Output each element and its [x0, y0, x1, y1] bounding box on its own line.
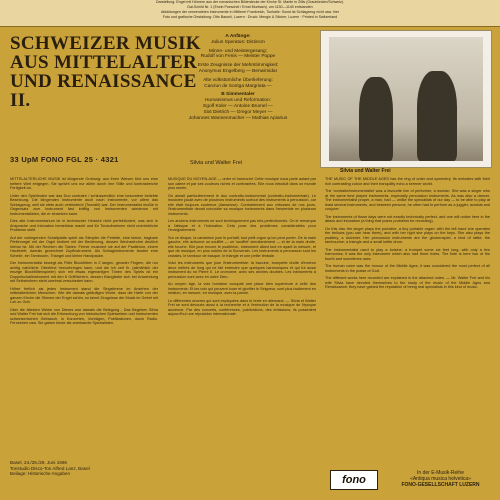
- credits-line: Foto und grafische Gestaltung: Otto Baumli, Luzern · Druck: Mengis & Sticher, Luzern · Printed in Switzerland: [162, 15, 338, 19]
- imprint-line: Basel, 24./25./29. Juni 1966: [10, 460, 67, 465]
- notes-paragraph: Über die ältesten Werke von Dieses war damals die Belegung - Das Begehen Silvia und Walter Frei hat sich die Erforschung von historischen Spielweisen und Instrumenten schweizerischen Gebrauch, in Konzerten, Vorträgen, Publikationen, durch Radio, Fernsehen usw. Sie gaben heute als anerkannte Spezialisten.: [10, 307, 158, 325]
- recording-imprint: [10, 460, 158, 477]
- notes-paragraph: The 'contralto/instrumentalist' was a favourite line of performer, a woman. She was a singer who at the same time played instruments, especially percussion instruments. As was also a dancer. The instrumentalist proper, a man, had — unlike the specialists of our day — to be able to play at least several instruments, and between persons, he often had to perform as a juggler, acrobat and conjurer.: [325, 189, 490, 211]
- performer-figure: [359, 77, 393, 161]
- notes-paragraph: Höher freilich als jedes Instrument stand die Singstimme im Ansehen der mittelalterlichen Menschen. Wie die damals geläufigen Worte, dass die Harfe von der ganzen Kirche die Stimme der Engel schön, so kennt Zeugnisse der Musik im Gebet mit Lob zu Gott.: [10, 286, 158, 304]
- program-line: Humanismus und Reformation:: [204, 98, 272, 104]
- series-info: [388, 470, 493, 488]
- notes-paragraph: Voici les instruments que joue l'instrumentiste: la baccine, trompette droite d'environ deux mètres de long qui ne fait entendre que quelques harmoniques et qui fut aussi instrument du roi Pierre II. Le cromorne, avec ses anches doubles. Les instruments à percussion sont avec en outre Dieu.: [168, 261, 316, 279]
- program-group: [168, 34, 308, 46]
- notes-paragraph: The instrumentalist used to play a buisine, a trumpet some six feet long, with only a few harmonics; it was the only instrument which also had three holes. The flute is here two of the fourth and sometimes uses.: [325, 247, 490, 261]
- notes-paragraph: Les anciens instruments ne sont techniquement pas très perfectionnés. On le remarque à l'attaque et à l'intonation. Cela pose des problèmes considérables pour l'enregistrement.: [168, 219, 316, 232]
- notes-paragraph: Dies alte Instrumentarium ist in technischer Hinsicht nicht perfektioniert, was sich in Ansprache und Intonation bemerkbar macht und für Tonaufnahmen nicht unerhebliche Probleme stellt.: [10, 219, 158, 232]
- program-group: [168, 78, 308, 90]
- program-line: Anonymus Engelberg — Benwimidar: [198, 68, 278, 74]
- notes-paragraph: The different works here recorded are explained in the attached notes. — Mr. Walter Frei and his wife Silvia have devoted themselves to the study of the music of the Middle Ages and Renaissance; they have gained the reputation of being real specialists in this kind of music.: [325, 276, 490, 289]
- program-line: Rudolf von Fenis — Meister Poppe: [200, 54, 276, 60]
- notes-paragraph: Auf der vorliegenden Schallplatte spielt als Stimpfer die Perlette, eine kleine, tragbare Pfeifenorgel mit der Orgel bedient mit der Bedienung, dessen Wechselrohre deutlich hörbar ist. Mit der Rechten die Tasten. Ferner musiziert sie auf der Psalterion, einem Hackbrett, damals gezeichnet Zupfinstrument. Als Schlaginstrumente fanden eine Schelle, ein Tambourin, Triangel und kleine Handpauke.: [10, 235, 158, 258]
- program-line: Julius Speratus: Distincm: [211, 39, 265, 45]
- program-list: [168, 34, 308, 124]
- program-line: Canzun de Sontga Margriata —: [204, 83, 272, 89]
- photo-caption: Silvia und Walter Frei: [340, 168, 391, 174]
- title-line: SCHWEIZER MUSIK: [10, 33, 201, 54]
- program-line: Egolf Koler — Antoine Brumel —: [203, 103, 273, 109]
- photo-scene: [329, 37, 483, 161]
- performers-credit: Silvia und Walter Frei: [190, 160, 243, 166]
- program-group: [168, 49, 308, 61]
- credits-line: Dal-Schild Nr. 1 (Erwin Poeschel / Ernst Murbach), um 1130—1140 entstanden: [187, 5, 313, 9]
- imprint-line: Tonstudio Disco-Ton Alfred Lanz, Basel: [10, 465, 90, 471]
- notes-paragraph: On this disc the singer plays the portative, a tiny portable organ: with the left hand she operates the bellows (you can hear them), and with her right she plays on the keys. She also plays the psaltery, a dulcimer. Her percussion instruments are the glockenspiel, a kind of rattle; the tambourine; a triangle and a small kettle drum.: [325, 226, 490, 244]
- catalog-number: 33 UpM FONO FGL 25 · 4321: [10, 155, 119, 164]
- notes-paragraph: Au moyen âge, la voix humaine occupait une place bien supérieure à celle des instruments. Et les voix qui peuvent louer et glorifier le Seigneur, sont plus facilement en relation, en mesure, en musique, avec la parole.: [168, 282, 316, 295]
- notes-french: [168, 177, 316, 467]
- notes-paragraph: MUSIQUE DU MOYEN-AGE — ordre et harmonie! Cette musique nous parle autant par son calme et par ses couleurs riches et contrastées. Elle nous introduit dans un monde plus serein.: [168, 177, 316, 190]
- program-group: [168, 92, 308, 121]
- credits-line: Abbildungen der verwendeten Instrumente in Mittlerer Frankreich, Tonhalle: Sonst ist Schlagzeug nicht usw. hier: [160, 10, 340, 14]
- series-line: In der E-Musik-Reihe: [417, 470, 464, 476]
- notes-paragraph: On aimait particulièrement le duo contralto-instrumental (contralto-instrumentale). Le musicien jouait avec de plusieurs instruments surtout des instruments à percussion, car elle était toujours soutenue (danseuse). Contrairement aux virtuoses de nos jours, l'instrumentiste devait connaître sa musique instruments dans l'ensemble en plusieurs instruments.: [168, 193, 316, 216]
- program-line: Johannes Wannenmacher — Mathias Apiarius: [188, 115, 288, 121]
- program-line: Erste Zeugnisse der Mehrstimmigkeit:: [197, 63, 279, 69]
- notes-paragraph: Der Instrumentalist bewegt als Flöte Blockflöten in 2 langen, gerader Fingern, die nur achtig natürliche Obertöne hervorbringen kann, und die ich zeit Ih. (allmählich der einzige Blockflötenspieler) sich mit etwas eigenartigen Tönen des Spiels ist ein Doppelschallinstrument mit den 6 Griffölchern, dessen Klangfarbe sich bei Anwendung mit Selbstrohren steht zweimal verschieden kann.: [10, 261, 158, 283]
- notes-paragraph: The human voice was the honour of the Middle Ages; it was considered the most perfect of all instruments in the praise of God.: [325, 264, 490, 273]
- program-line: Sixt Dietrich — Gregor Meyer —: [203, 109, 273, 115]
- series-line: «Antiqua musica helvetica»: [410, 476, 471, 482]
- title-line: II.: [10, 90, 31, 111]
- program-line: Alte volkstümliche Überlieferung:: [203, 77, 273, 83]
- program-group: [168, 63, 308, 75]
- program-line: Minne- und Meistergesang:: [208, 48, 268, 54]
- performer-figure: [417, 71, 457, 161]
- notes-paragraph: Unter den Spielleuten war das Duo contraire / schlussendlich eine besondere beliebte Besetzung. Die klingenden Instrumente auch nach Instrumente, vor allem das Schlagzeug, weil sie stets auch verbindend (Tonzahl) war. Der Instrumentalist mußte in Gegensatz zum Instrument fast kräftig von Instrumenten wiederum mit Instrumentalisten, die er einsetzen kann.: [10, 193, 158, 216]
- notes-paragraph: Sur ce disque, la cantatrice joue le portatif, tout petit orgue qu'on peut porter. De la main gauche, elle actionne un soufflet — un 'soufflet' simultanément — et de la main droite, elle touche. Elle joue encore le psaltérion, instrument allant tout en ayant la mesure, et que de musique, en plus nobles de la Souverain. Les instruments à percussion sont les crotales, le tambour de basque, le triangle et une petite timbale.: [168, 235, 316, 258]
- notes-german: [10, 177, 158, 487]
- imprint-line: Beilage: Historische Angaben: [10, 471, 71, 477]
- program-heading: B Simmentaler: [221, 92, 255, 98]
- notes-paragraph: THE MUSIC OF THE MIDDLE AGES has the ring of order and symmetry. Its melodies with their rich contrasting colour and their tranquility echo a serener world.: [325, 177, 490, 186]
- publisher-name: FONO-GESELLSCHAFT LUZERN: [401, 482, 480, 488]
- fono-logo: fono: [330, 470, 378, 490]
- title-line: UND RENAISSANCE: [10, 71, 197, 92]
- performers-photo: [320, 30, 492, 168]
- program-heading: A Anfänge:: [225, 34, 251, 39]
- credits-header: [0, 0, 500, 27]
- credits-line: Darstellung: Engel mit Hörnern aus der romanischen Bilderdecke der Kirche St. Martin in Zillis (Graubünden/Schweiz).: [156, 0, 344, 4]
- notes-paragraph: Le différentes œuvres qui sont expliquées dans le texte en allemand. — Silvia et Walter Frei se sont dévoués aussi à la recherche et à l'exécution de la musique de l'époque ancienne. Par des concerts, conférences, publications, des émissions, ils possèdent aujourd'hui une réputation internationale.: [168, 298, 316, 316]
- notes-paragraph: MITTELALTERLICHE MUSIK ist klingende Ordnung: aus ihren Weisen tönt uns eine heitere Welt entgegen. Sie spricht uns nur allein durch ihre Stille und kontrastreiche Fertigkeit an.: [10, 177, 158, 190]
- notes-english: [325, 177, 490, 417]
- title-line: AUS MITTELALTER: [10, 52, 197, 73]
- notes-paragraph: The instruments of those days were not exactly technically perfect, and one will notice here in the attack and intonation (a thing that poses problems for recording).: [325, 214, 490, 223]
